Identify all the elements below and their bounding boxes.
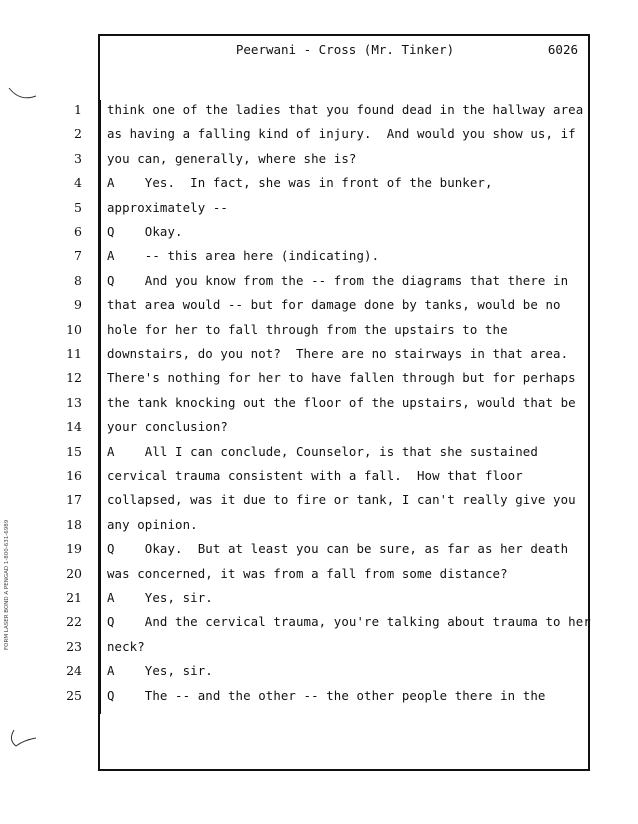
transcript-line xyxy=(0,419,638,441)
transcript-line xyxy=(0,175,638,197)
transcript-line xyxy=(0,468,638,490)
transcript-line xyxy=(0,273,638,295)
line-text: A Yes, sir. xyxy=(107,590,213,605)
line-text: that area would -- but for damage done by tanks, would be no xyxy=(107,297,561,313)
line-text: you can, generally, where she is? xyxy=(107,150,357,166)
line-text: was concerned, it was from a fall from some distance? xyxy=(107,565,508,581)
transcript-line xyxy=(0,517,638,539)
line-number: 6 xyxy=(74,224,82,239)
line-text: A Yes. In fact, she was in front of the bunker, xyxy=(107,175,493,191)
line-text: your conclusion? xyxy=(107,419,228,435)
line-text: Q The -- and the other -- the other people there in the xyxy=(107,687,546,703)
line-number: 25 xyxy=(66,687,82,703)
transcript-line xyxy=(0,297,638,319)
line-number: 1 xyxy=(74,102,82,117)
transcript-line xyxy=(0,541,638,563)
line-number: 21 xyxy=(66,590,82,605)
line-number: 15 xyxy=(66,443,82,459)
page-number: 6026 xyxy=(547,42,578,57)
line-number: 20 xyxy=(66,565,82,581)
transcript-line xyxy=(0,200,638,222)
line-number: 14 xyxy=(66,419,82,435)
transcript-line xyxy=(0,566,638,588)
line-text: hole for her to fall through from the upstairs to the xyxy=(107,321,508,337)
line-number: 8 xyxy=(74,272,82,288)
line-number: 5 xyxy=(74,199,82,215)
line-text: Q And you know from the -- from the diagrams that there in xyxy=(107,272,569,288)
transcript-line xyxy=(0,126,638,148)
line-number: 16 xyxy=(66,468,82,483)
transcript-line xyxy=(0,151,638,173)
line-number: 3 xyxy=(74,150,82,166)
line-number: 18 xyxy=(66,516,82,532)
header-title: Peerwani - Cross (Mr. Tinker) xyxy=(235,42,455,57)
line-number: 13 xyxy=(66,394,82,410)
line-text: A All I can conclude, Counselor, is that she sustained xyxy=(107,443,538,459)
line-text: Q Okay. But at least you can be sure, as far as her death xyxy=(107,541,569,557)
line-text: downstairs, do you not? There are no stairways in that area. xyxy=(107,346,569,361)
page-header xyxy=(100,40,590,60)
line-text: neck? xyxy=(107,638,145,654)
transcript-line xyxy=(0,663,638,685)
line-text: Q Okay. xyxy=(107,224,183,239)
line-text: think one of the ladies that you found dead in the hallway area xyxy=(107,102,584,117)
side-form-text: FORM LASER BOND A PENGAD 1-800-631-6989 xyxy=(4,519,10,650)
line-text: approximately -- xyxy=(107,199,228,215)
line-number: 19 xyxy=(66,541,82,557)
transcript-line xyxy=(0,346,638,368)
line-number: 22 xyxy=(66,614,82,630)
line-text: There's nothing for her to have fallen through but for perhaps xyxy=(107,370,576,386)
line-number: 12 xyxy=(66,370,82,386)
line-number: 7 xyxy=(74,248,82,264)
line-number: 24 xyxy=(66,663,82,679)
punch-mark-top xyxy=(6,82,40,106)
line-number: 9 xyxy=(74,297,82,313)
line-text: the tank knocking out the floor of the upstairs, would that be xyxy=(107,394,576,410)
transcript-line xyxy=(0,102,638,124)
line-number: 4 xyxy=(74,175,82,191)
line-number: 23 xyxy=(66,638,82,654)
transcript-line xyxy=(0,639,638,661)
punch-mark-bottom xyxy=(6,726,40,756)
line-text: Q And the cervical trauma, you're talking about trauma to her xyxy=(107,614,591,630)
line-number: 2 xyxy=(74,126,82,142)
transcript-line xyxy=(0,614,638,636)
line-text: any opinion. xyxy=(107,516,198,532)
transcript-line xyxy=(0,248,638,270)
line-text: A -- this area here (indicating). xyxy=(107,248,380,264)
transcript-line xyxy=(0,590,638,612)
line-number: 10 xyxy=(66,321,82,337)
transcript-line xyxy=(0,444,638,466)
line-text: as having a falling kind of injury. And would you show us, if xyxy=(107,126,576,142)
transcript-line xyxy=(0,322,638,344)
line-text: collapsed, was it due to fire or tank, I can't really give you xyxy=(107,492,576,508)
line-text: A Yes, sir. xyxy=(107,663,213,679)
line-number: 17 xyxy=(66,492,82,508)
transcript-line xyxy=(0,492,638,514)
transcript-line xyxy=(0,688,638,710)
line-text: cervical trauma consistent with a fall. How that floor xyxy=(107,468,523,483)
transcript-line xyxy=(0,395,638,417)
transcript-line xyxy=(0,370,638,392)
line-number: 11 xyxy=(66,346,82,361)
transcript-line xyxy=(0,224,638,246)
